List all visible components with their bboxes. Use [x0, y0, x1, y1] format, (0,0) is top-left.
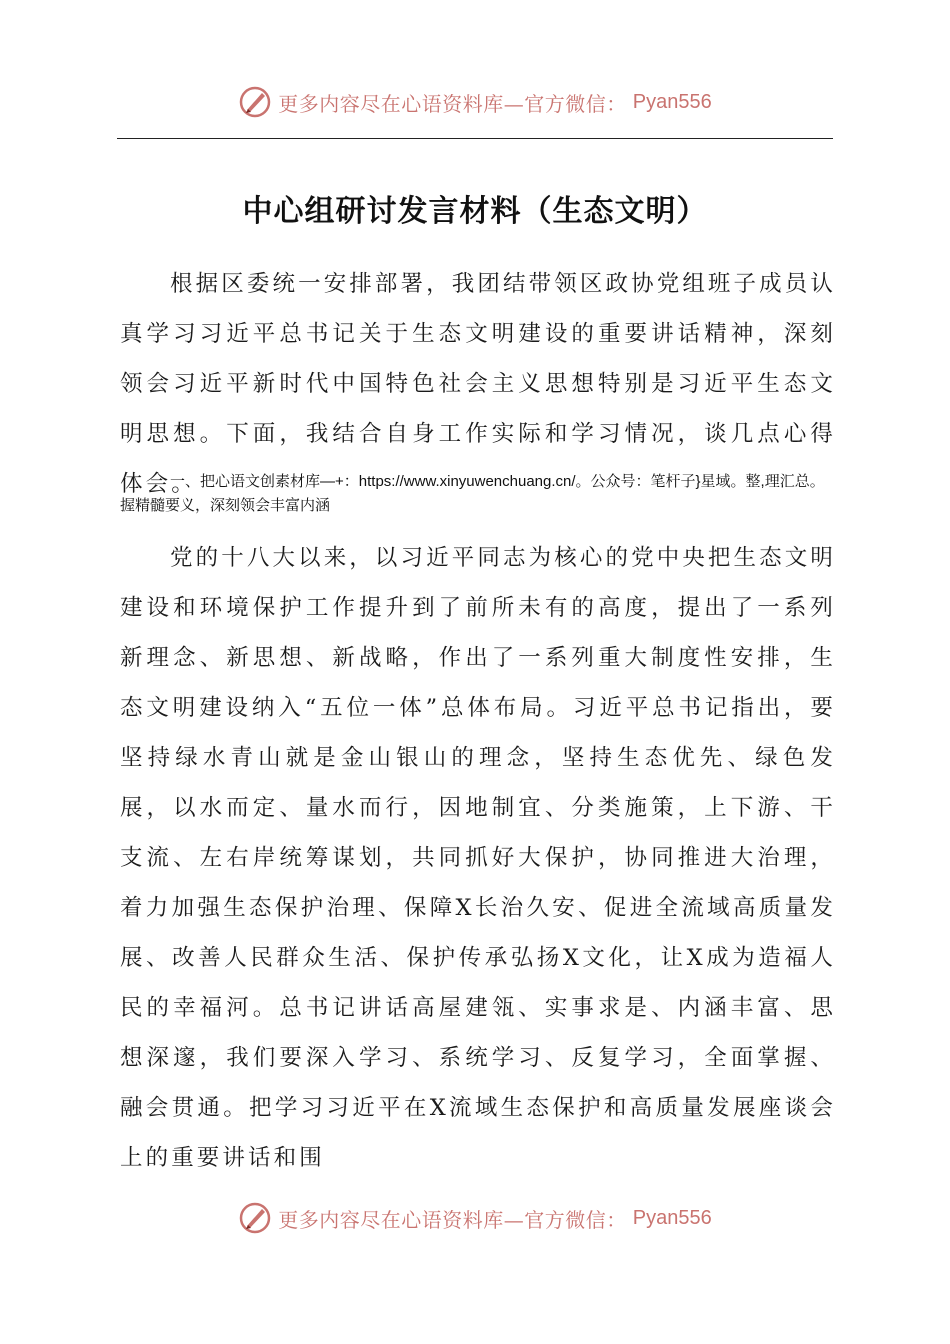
- document-title: 中心组研讨发言材料（生态文明）: [242, 194, 708, 229]
- watermark-text: 更多内容尽在心语资料库—官方微信：: [278, 1207, 627, 1232]
- watermark-wechat-id: Pyan556: [632, 90, 712, 113]
- paragraph-body: 党的十八大以来，以习近平同志为核心的党中央把生态文明建设和环境保护工作提升到了前所未有的高度，提出了一系列新理念、新思想、新战略，作出了一系列重大制度性安排，生态文明建设纳入“五位一体”总体布局。习近平总书记指出，要坚持绿水青山就是金山银山的理念，坚持生态优先、绿色发展，以水而定、量水而行，因地制宜、分类施策，上下游、干支流、左右岸统筹谋划，共同抓好大保护，协同推进大治理，着力加强生态保护治理、保障X长治久安、促进全流域高质量发展、改善人民群众生活、保护传承弘扬X文化，让X成为造福人民的幸福河。总书记讲话高屋建瓴、实事求是、内涵丰富、思想深邃，我们要深入学习、系统学习、反复学习，全面掌握、融会贯通。把学习习近平在X流域生态保护和高质量发展座谈会上的重要讲话和围: [120, 545, 836, 1171]
- header-divider: [117, 138, 833, 139]
- watermark-header: [0, 82, 950, 122]
- watermark-footer: [0, 1198, 950, 1238]
- section-heading-note: 一、把心语文创素材库—+：https://www.xinyuwenchuang.cn/。公众号：笔杆子}星域。整,理汇总。握精髓要义，深刻领会丰富内涵: [120, 473, 825, 514]
- watermark-wechat-id: Pyan556: [632, 1206, 712, 1229]
- pen-seal-logo-icon: [238, 1201, 272, 1235]
- pen-seal-logo-icon: [238, 85, 272, 119]
- paragraph-intro: 根据区委统一安排部署，我团结带领区政协党组班子成员认真学习习近平总书记关于生态文明建设的重要讲话精神，深刻领会习近平新时代中国特色社会主义思想特别是习近平生态文明思想。下面，我结合自身工作实际和学习情况，谈几点心得体会。: [120, 271, 836, 497]
- watermark-text: 更多内容尽在心语资料库—官方微信：: [278, 91, 627, 116]
